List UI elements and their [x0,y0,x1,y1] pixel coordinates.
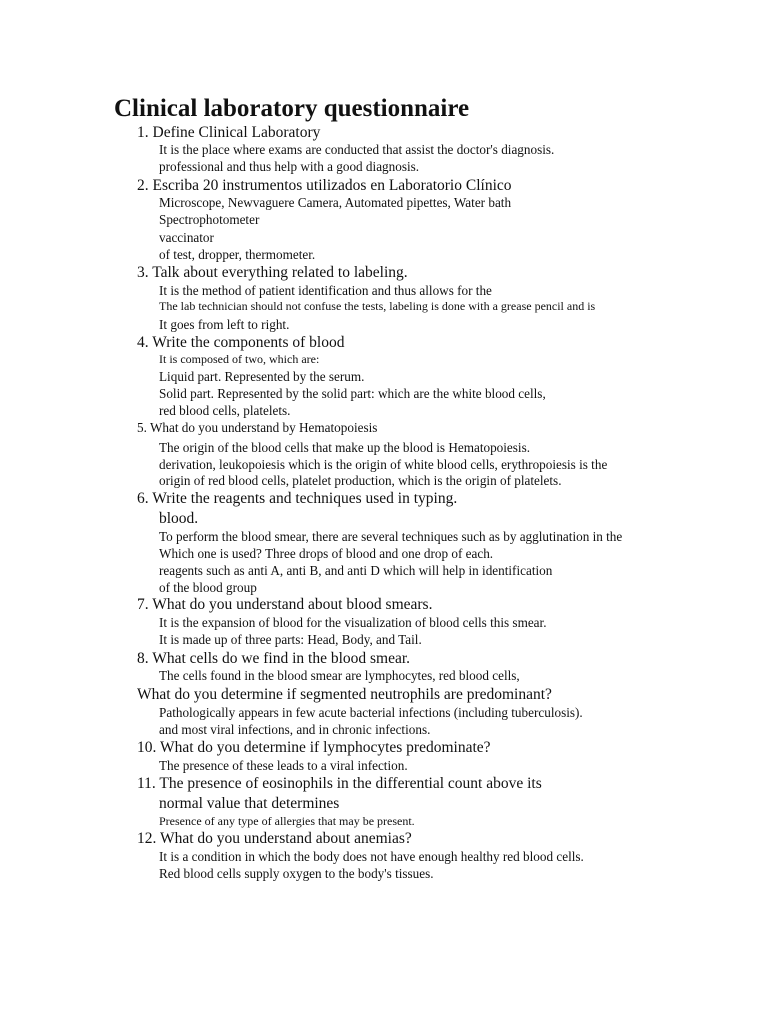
question-10: 10. What do you determine if lymphocytes predominate? [137,739,491,756]
answer-line: of the blood group [159,580,257,595]
question-1: 1. Define Clinical Laboratory [137,124,321,141]
answer-line: professional and thus help with a good diagnosis. [159,159,420,174]
question-11-continued: normal value that determines [159,795,340,812]
answer-line: red blood cells, platelets. [159,403,291,418]
answer-line: It is composed of two, which are: [159,352,320,366]
answer-line: derivation, leukopoiesis which is the origin of white blood cells, erythropoiesis is the [159,457,608,472]
answer-line: The cells found in the blood smear are lymphocytes, red blood cells, [159,668,520,683]
answer-line: Spectrophotometer [159,212,260,227]
question-3: 3. Talk about everything related to labeling. [137,264,408,281]
answer-line: Solid part. Represented by the solid part: which are the white blood cells, [159,386,546,401]
answer-line: and most viral infections, and in chronic infections. [159,722,431,737]
answer-line: The presence of these leads to a viral infection. [159,758,408,773]
answer-line: Liquid part. Represented by the serum. [159,369,365,384]
answer-line: The origin of the blood cells that make up the blood is Hematopoiesis. [159,440,531,455]
answer-line: reagents such as anti A, anti B, and anti D which will help in identification [159,563,553,578]
answer-line: Which one is used? Three drops of blood and one drop of each. [159,546,494,561]
question-6: 6. Write the reagents and techniques used in typing. [137,490,458,507]
answer-line: Presence of any type of allergies that may be present. [159,814,415,828]
answer-line: To perform the blood smear, there are several techniques such as by agglutination in the [159,529,623,544]
question-12: 12. What do you understand about anemias? [137,830,412,847]
question-7: 7. What do you understand about blood smears. [137,596,433,613]
answer-line: It is the place where exams are conducted that assist the doctor's diagnosis. [159,142,555,157]
page-title: Clinical laboratory questionnaire [114,95,470,122]
answer-line: It is a condition in which the body does not have enough healthy red blood cells. [159,849,584,864]
answer-line: Pathologically appears in few acute bacterial infections (including tuberculosis). [159,705,583,720]
question-11: 11. The presence of eosinophils in the differential count above its [137,775,542,792]
question-8: 8. What cells do we find in the blood smear. [137,650,411,667]
question-9: What do you determine if segmented neutrophils are predominant? [137,686,552,703]
answer-line: Red blood cells supply oxygen to the body's tissues. [159,866,434,881]
question-4: 4. Write the components of blood [137,334,345,351]
answer-line: origin of red blood cells, platelet production, which is the origin of platelets. [159,473,562,488]
answer-line: The lab technician should not confuse the tests, labeling is done with a grease pencil and is [159,299,596,313]
answer-line: It is the expansion of blood for the visualization of blood cells this smear. [159,615,547,630]
answer-line: of test, dropper, thermometer. [159,247,316,262]
answer-line: It is made up of three parts: Head, Body, and Tail. [159,632,422,647]
answer-line: It is the method of patient identification and thus allows for the [159,283,492,298]
answer-line: Microscope, Newvaguere Camera, Automated pipettes, Water bath [159,195,512,210]
question-6-continued: blood. [159,510,199,527]
answer-line: It goes from left to right. [159,317,290,332]
answer-line: vaccinator [159,230,214,245]
question-5: 5. What do you understand by Hematopoiesis [137,420,378,435]
question-2: 2. Escriba 20 instrumentos utilizados en Laboratorio Clínico [137,177,512,194]
